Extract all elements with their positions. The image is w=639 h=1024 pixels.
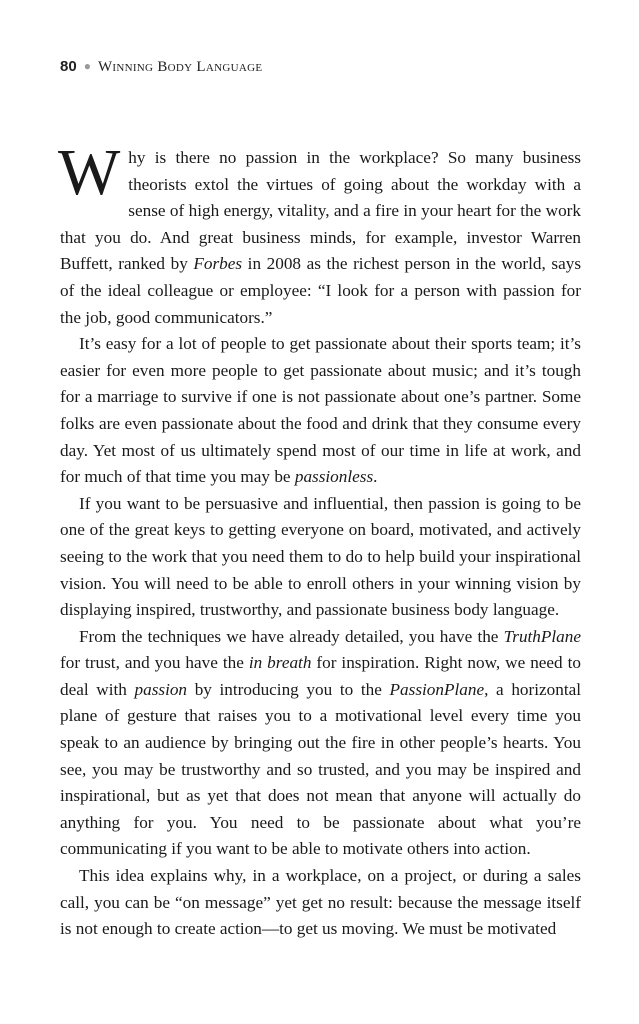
paragraph-text: From the techniques we have already detailed, you have the [79,626,504,646]
paragraph-3 [60,491,581,624]
paragraph-text: It’s easy for a lot of people to get passionate about their sports team; it’s easier for even more people to get passionate about music; and it’s tough for a marriage to survive if one is not passionate about one’s partner. Some folks are even passionate about the food and drink that they consume every day. Yet most of us ultimately spend most of our time in life at work, and for much of that time you may be [60,334,581,487]
paragraph-text: If you want to be persuasive and influential, then passion is going to be one of the great keys to getting everyone on board, motivated, and actively seeing to the work that you need them to do to help build your inspirational vision. You will need to be able to enroll others in your winning vision by displaying inspired, trustworthy, and passionate business body language. [60,493,581,620]
paragraph-text: . [373,467,378,487]
emphasis-term: TruthPlane [503,626,581,646]
paragraph-text: hy is there no passion in the workplace? So many business theorists extol the virtues of going about the workday with a sense of high energy, vitality, and a fire in your heart for the work that you do. And great business minds, for example, investor Warren Buffett, ranked by [60,148,581,274]
book-title: Winning Body Language [97,59,263,75]
paragraph-text: for inspiration. Right now, we need to deal with [60,653,581,699]
publication-name: Forbes [193,254,243,274]
emphasis-term: in breath [248,653,312,673]
drop-cap: W [58,136,121,209]
body-text [58,136,582,943]
emphasis-term: passion [134,679,188,699]
paragraph-4 [60,624,581,863]
paragraph-text: in 2008 as the richest person in the world, says of the ideal colleague or employee: “I look for a person with passion for the job, good communicators.” [60,254,582,327]
emphasis-term: PassionPlane [389,679,485,699]
paragraph-text: by introducing you to the [187,679,390,699]
paragraph-1 [58,136,582,331]
paragraph-text: This idea explains why, in a workplace, on a project, or during a sales call, you can be “on message” yet get no result: because the message itself is not enough to create action—to get us moving. We must be motivated [60,866,581,939]
paragraph-2 [60,331,581,491]
bullet-separator-icon: ● [83,59,91,73]
paragraph-text: , a horizontal plane of gesture that raises you to a motivational level every time you speak to an audience by bringing out the fire in other people’s hearts. You see, you may be trustworthy and so trusted, and you may be inspired and inspirational, but as yet that does not mean that anyone will actually do anything for you. You need to be passionate about what you’re communicating if you want to be able to motivate others into action. [60,679,581,859]
paragraph-5 [60,863,581,943]
emphasis-term: passionless [294,467,374,487]
running-head [60,58,262,76]
paragraph-text: for trust, and you have the [60,653,249,673]
page-number: 80 [60,58,77,75]
